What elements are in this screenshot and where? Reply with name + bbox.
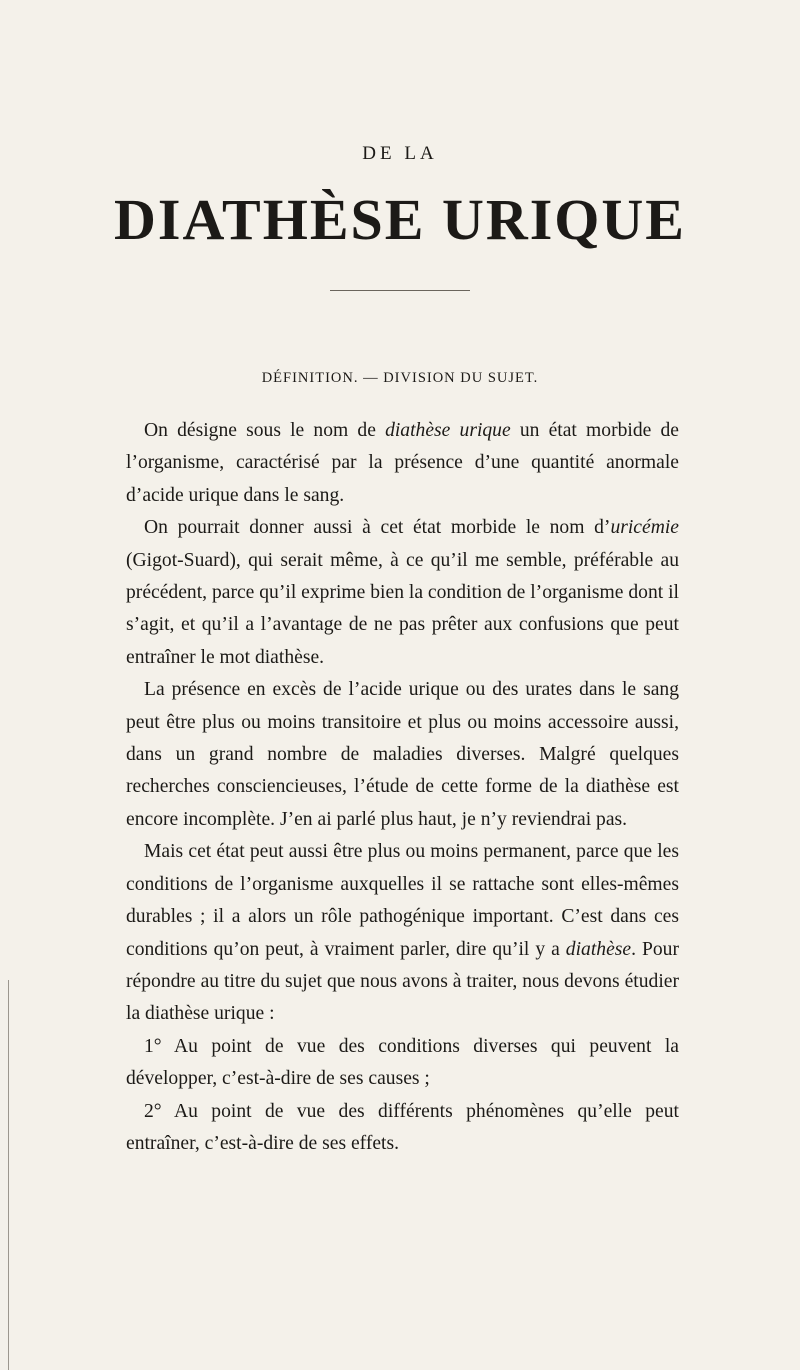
list-item-effets: 2° Au point de vue des différents phénomènes qu’elle peut entraîner, c’est-à-dire de ses effets. bbox=[126, 1100, 679, 1154]
section-heading: DÉFINITION. — DIVISION DU SUJET. bbox=[261, 370, 539, 386]
pre-title: DE LA bbox=[362, 143, 438, 164]
list-item-causes: 1° Au point de vue des conditions diverses qui peuvent la développer, c’est-à-dire de ses causes ; bbox=[126, 1035, 679, 1090]
paragraph-permanent bbox=[126, 836, 679, 1030]
paragraph-text: (Gigot-Suard), qui serait même, à ce qu’il me semble, préférable au précédent, parce qu’il exprime bien la condition de l’organisme dont il s’agit, et qu’il a l’avantage de ne pas prêter aux confusions que peut entraîner le mot diathèse. bbox=[126, 549, 679, 668]
paragraph-text: . Pour répondre au titre du sujet que nous avons à traiter, nous devons étudier la diathèse urique : bbox=[126, 938, 679, 1025]
emphasis-term: diathèse urique bbox=[385, 420, 511, 441]
paragraph-definition bbox=[126, 415, 679, 512]
title-divider bbox=[330, 290, 470, 291]
paragraph-text: Mais cet état peut aussi être plus ou moins permanent, parce que les conditions de l’organisme auxquelles il se rattache sont elles-mêmes durables ; il a alors un rôle pathogénique important. C’est dans ces conditions qu’on peut, à vraiment parler, dire qu’il y a bbox=[126, 841, 679, 960]
emphasis-term: uricémie bbox=[610, 517, 679, 539]
paragraph-text: On pourrait donner aussi à cet état morbide le nom d’ bbox=[144, 517, 611, 539]
page-title: DIATHÈSE URIQUE bbox=[114, 187, 686, 252]
page-edge-line bbox=[8, 980, 9, 1370]
paragraph-transitoire: La présence en excès de l’acide urique ou des urates dans le sang peut être plus ou moins transitoire et plus ou moins accessoire aussi, dans un grand nombre de maladies diverses. Malgré quelques recherches consciencieuses, l’étude de cette forme de la diathèse est encore incomplète. J’en ai parlé plus haut, je n’y reviendrai pas. bbox=[126, 679, 679, 830]
body-text bbox=[126, 415, 679, 1160]
paragraph-text: On désigne sous le nom de bbox=[144, 420, 386, 441]
paragraph-uricemie bbox=[126, 512, 679, 674]
paragraph-text: un état morbide de l’organisme, caractérisé par la présence d’une quantité anormale d’acide urique dans le sang. bbox=[126, 420, 679, 506]
emphasis-term: diathèse bbox=[565, 938, 632, 960]
